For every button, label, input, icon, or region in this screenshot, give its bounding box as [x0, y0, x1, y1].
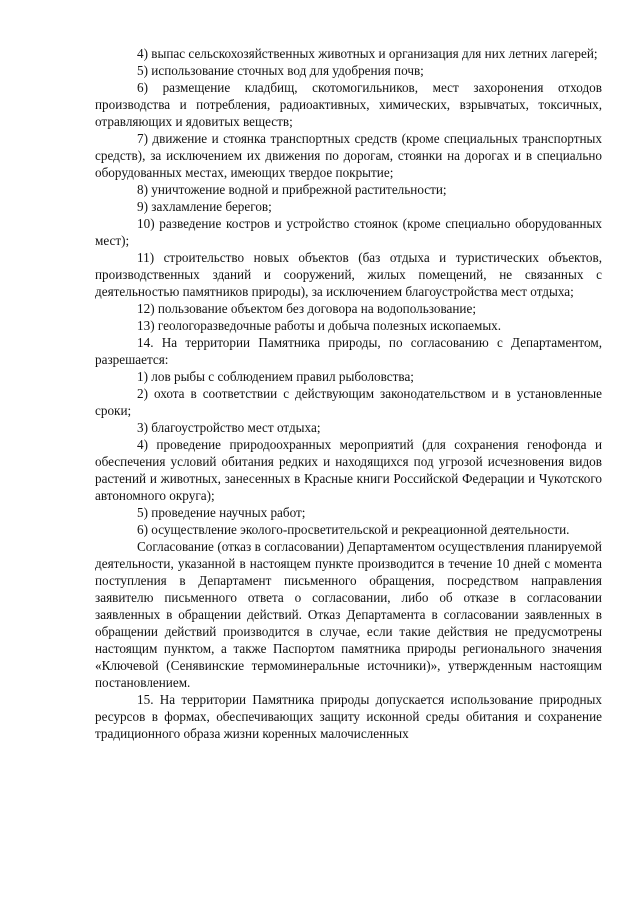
paragraph-allowed-5-research: 5) проведение научных работ; — [137, 505, 306, 520]
paragraph-item-13-mining: 13) геологоразведочные работы и добыча полезных ископаемых. — [137, 318, 502, 333]
paragraph-allowed-3-improvement: 3) благоустройство мест отдыха; — [137, 420, 321, 435]
paragraph-item-4-grazing: 4) выпас сельскохозяйственных животных и организация для них летних лагерей; — [137, 46, 598, 61]
paragraph-item-9-littering: 9) захламление берегов; — [137, 199, 272, 214]
paragraph-item-6-cemeteries: 6) размещение кладбищ, скотомогильников, мест захоронения отходов производства и потребления, радиоактивных, химических, взрывчатых, токсичных, отравляющих и ядовитых веществ; — [95, 80, 602, 129]
paragraph-item-12-water-use: 12) пользование объектом без договора на водопользование; — [137, 301, 477, 316]
paragraph-section-14-heading: 14. На территории Памятника природы, по согласованию с Департаментом, разрешается: — [95, 335, 602, 367]
paragraph-item-10-campfires: 10) разведение костров и устройство стоянок (кроме специально оборудованных мест); — [95, 216, 602, 248]
paragraph-allowed-2-hunting: 2) охота в соответствии с действующим законодательством и в установленные сроки; — [95, 386, 602, 418]
paragraph-approval-procedure: Согласование (отказ в согласовании) Департаментом осуществления планируемой деятельности, указанной в настоящем пункте производится в течение 10 дней с момента поступления в Департамент письменного обращения, посредством направления заявителю письменного ответа о согласовании, либо об отказе в согласовании заявленных в обращении действий. Отказ Департамента в согласовании заявленных в обращении действий производится в случае, если такие действия не предусмотрены настоящим пунктом, а также Паспортом памятника природы регионального значения «Ключевой (Сенявинские термоминеральные источники)», утвержденным настоящим постановлением. — [95, 539, 602, 690]
paragraph-item-8-vegetation: 8) уничтожение водной и прибрежной растительности; — [137, 182, 447, 197]
paragraph-section-15: 15. На территории Памятника природы допускается использование природных ресурсов в формах, обеспечивающих защиту исконной среды обитания и сохранение традиционного образа жизни коренных малочисленных — [95, 692, 602, 741]
paragraph-item-11-construction: 11) строительство новых объектов (баз отдыха и туристических объектов, производственных зданий и сооружений, жилых помещений, не связанных с деятельностью памятников природы), за исключением благоустройства мест отдыха; — [95, 250, 602, 299]
paragraph-allowed-6-education: 6) осуществление эколого-просветительской и рекреационной деятельности. — [137, 522, 570, 537]
paragraph-allowed-1-fishing: 1) лов рыбы с соблюдением правил рыболовства; — [137, 369, 414, 384]
paragraph-item-5-wastewater: 5) использование сточных вод для удобрения почв; — [137, 63, 424, 78]
paragraph-allowed-4-conservation: 4) проведение природоохранных мероприятий (для сохранения генофонда и обеспечения условий обитания редких и находящихся под угрозой исчезновения видов растений и животных, занесенных в Красные книги Российской Федерации и Чукотского автономного округа); — [95, 437, 602, 503]
document-page — [95, 45, 602, 742]
paragraph-item-7-vehicles: 7) движение и стоянка транспортных средств (кроме специальных транспортных средств), за исключением их движения по дорогам, стоянки на дорогах и в специально оборудованных местах, имеющих твердое покрытие; — [95, 131, 602, 180]
